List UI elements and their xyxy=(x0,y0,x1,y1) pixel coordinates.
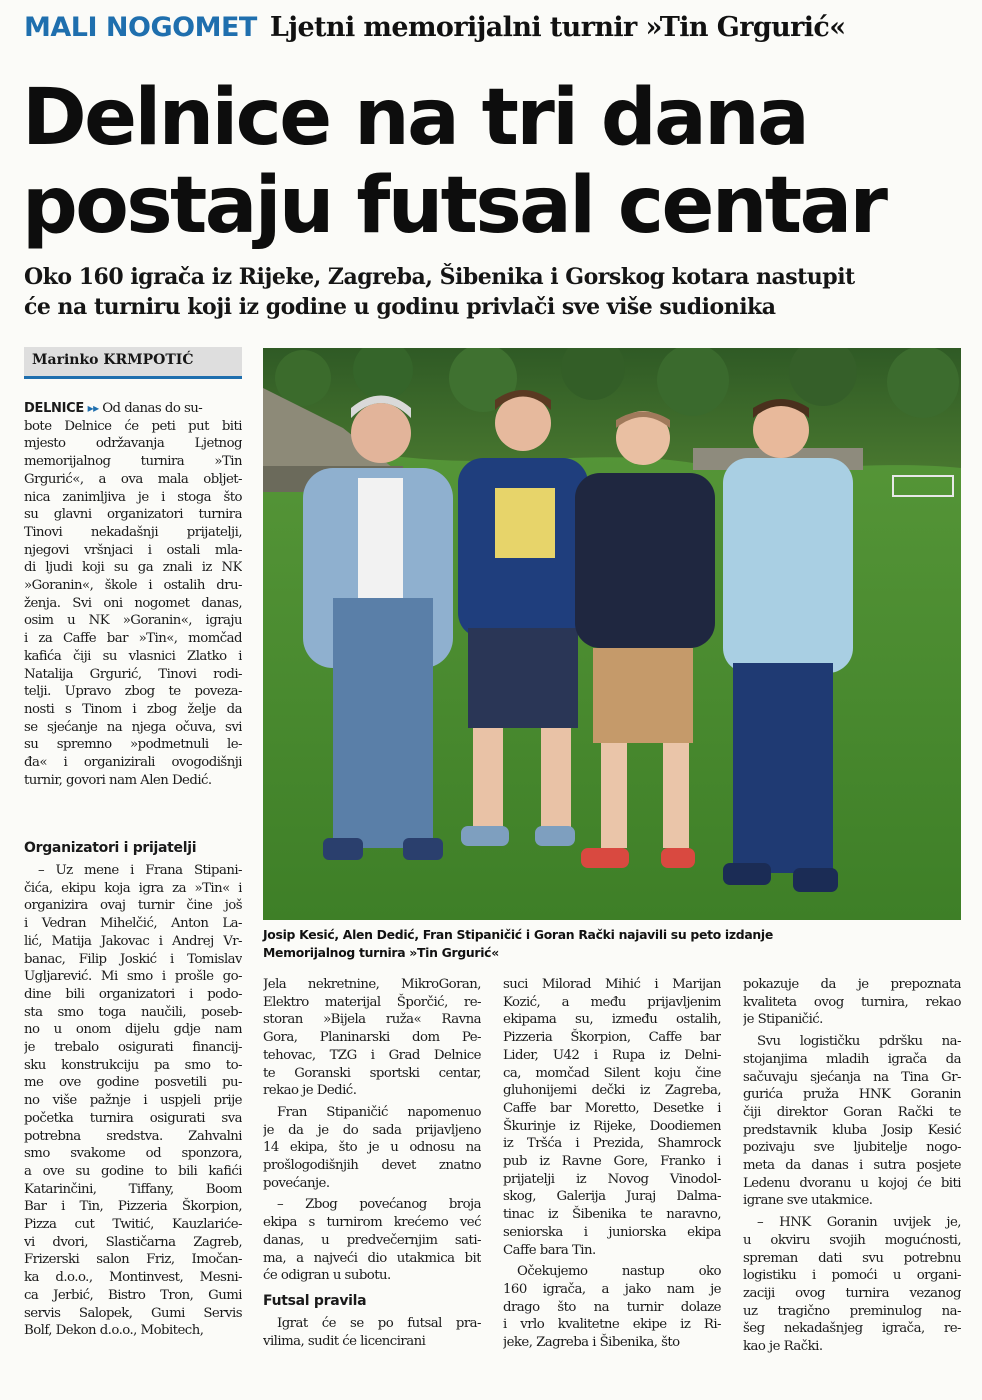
text-line: njegovi vršnjaci i ostali mla- xyxy=(24,542,242,558)
lead-arrow-icon: ▸▸ xyxy=(84,401,103,415)
text-line: spreman dati svu potrebnu xyxy=(743,1250,961,1266)
text-line: tehovac, TZG i Grad Delnice xyxy=(263,1047,481,1063)
text-line: gurića pruža HNK Goranin xyxy=(743,1087,961,1103)
text-line: Ledenu dvoranu u kojoj će biti xyxy=(743,1175,961,1191)
text-line: pozivaju sve ljubitelje nogo- xyxy=(743,1140,961,1156)
headline-line-1: Delnice na tri dana xyxy=(22,73,808,163)
caption-line-2: Memorijalnog turnira »Tin Grgurić« xyxy=(263,945,499,960)
text-line: sačuvaju sjećanja na Tina Gr- xyxy=(743,1069,961,1085)
text-line: ekipama su, između ostalih, xyxy=(503,1012,721,1028)
column-3a-body xyxy=(503,976,721,1259)
text-line: gluhonijemi dečki iz Zagreba, xyxy=(503,1083,721,1099)
text-line: mjesto održavanja Ljetnog xyxy=(24,436,242,452)
text-line: Bolf, Dekon d.o.o., Mobitech, xyxy=(24,1323,204,1339)
text-line: Fran Stipaničić napomenuo xyxy=(277,1104,481,1120)
text-line: đa« i organizirali ovogodišnji xyxy=(24,755,242,771)
article-photo xyxy=(263,348,961,920)
author-first-name: Marinko xyxy=(32,352,99,368)
text-line: Bar i Tin, Pizzeria Škorpion, xyxy=(24,1199,242,1215)
column-3 xyxy=(503,976,721,1397)
text-line: suci Milorad Mihić i Marijan xyxy=(503,977,721,992)
text-line: Ugljarević. Mi smo i prošle go- xyxy=(24,969,242,985)
byline xyxy=(24,347,242,379)
text-line: Frizerski salon Friz, Imočan- xyxy=(24,1252,242,1268)
text-line: kafića čiji su vlasnici Zlatko i xyxy=(24,648,242,664)
text-line: dine bili organizatori i podo- xyxy=(24,986,242,1002)
text-line: tinac iz Šibenika te naravno, xyxy=(503,1207,721,1223)
text-line: povećanje. xyxy=(263,1175,330,1191)
text-line: ca, momčad Silent koju čine xyxy=(503,1065,721,1081)
text-line: stojanjima mladih igrača da xyxy=(743,1051,961,1067)
column-2d-body xyxy=(263,1315,481,1350)
text-line: danas, u predvečernjim sati- xyxy=(263,1232,481,1248)
text-line: pokazuje da je prepoznata xyxy=(743,977,961,992)
text-line: no više pažnje i uspjeli prije xyxy=(24,1093,242,1109)
text-line: prošlogodišnjih devet znatno xyxy=(263,1158,481,1174)
text-line: Gora, Planinarski dom Pe- xyxy=(263,1030,481,1046)
col1-line-0: Od danas do su- xyxy=(102,401,203,416)
text-line: rekao je Dedić. xyxy=(263,1083,357,1099)
text-line: – HNK Goranin uvijek je, xyxy=(757,1215,961,1231)
kicker xyxy=(24,12,964,52)
text-line: telji. Upravo zbog te poveza- xyxy=(24,684,242,700)
text-line: nosti s Tinom i zbog želje da xyxy=(24,701,242,717)
text-line: uz tragično preminulog na- xyxy=(743,1303,961,1319)
text-line: servis Salopek, Gumi Servis xyxy=(24,1305,242,1321)
text-line: Elektro materijal Šporčić, re- xyxy=(263,994,481,1010)
text-line: i vrlo kvalitetne ekipe iz Ri- xyxy=(503,1317,721,1333)
text-line: iz Tršća i Prezida, Shamrock xyxy=(503,1136,721,1152)
text-line: ma, a najveći dio utakmica bit xyxy=(263,1250,481,1266)
headline-line-2: postaju futsal centar xyxy=(22,161,886,251)
col2-subtitle: Futsal pravila xyxy=(263,1292,367,1309)
text-line: nica zanimljiva je i stoga što xyxy=(24,489,242,505)
lead-line xyxy=(24,400,242,418)
text-line: se sjećanje na njega očuva, svi xyxy=(24,719,242,735)
col1-subtitle: Organizatori i prijatelji xyxy=(24,840,197,856)
text-line: skog, Galerija Juraj Dalma- xyxy=(503,1189,721,1205)
text-line: 14 ekipa, što je u odnosu na xyxy=(263,1140,481,1156)
text-line: vi dvori, Slastičarna Zagreb, xyxy=(24,1234,242,1250)
text-line: početka turnira osigurati sva xyxy=(24,1110,242,1126)
column-1b-body xyxy=(24,862,242,1340)
text-line: su spremno »podmetnuli le- xyxy=(24,737,242,753)
text-line: Caffe bar Moretto, Desetke i xyxy=(503,1100,721,1116)
lead-place: DELNICE xyxy=(24,401,84,416)
text-line: u okviru svojih mogućnosti, xyxy=(743,1232,961,1248)
text-line: me ove godine posvetili pu- xyxy=(24,1075,242,1091)
caption-line-1: Josip Kesić, Alen Dedić, Fran Stipaničić i Goran Rački najavili su peto izdanje xyxy=(263,927,773,942)
text-line: i Vedran Mihelčić, Anton La- xyxy=(24,916,242,932)
text-line: memorijalnog turnira »Tin xyxy=(24,454,242,470)
subheadline-line-2: će na turniru koji iz godine u godinu privlači sve više sudionika xyxy=(24,294,776,320)
text-line: pub iz Ravne Gore, Franko i xyxy=(503,1154,721,1170)
text-line: ekipa s turnirom krećemo već xyxy=(263,1215,481,1231)
text-line: seniorska i juniorska ekipa xyxy=(503,1224,721,1240)
text-line: ca Jerbić, Bistro Tron, Gumi xyxy=(24,1287,242,1303)
text-line: sta smo toga naučili, poseb- xyxy=(24,1004,242,1020)
column-2a-body xyxy=(263,976,481,1100)
column-4c-body xyxy=(743,1214,961,1356)
text-line: no u onom dijelu gdje nam xyxy=(24,1022,242,1038)
text-line: je Stipaničić. xyxy=(743,1012,823,1028)
text-line: a ove su godine to bili kafići xyxy=(24,1163,242,1179)
text-line: Pizza cut Twitić, Kauzlariće- xyxy=(24,1217,242,1233)
text-line: je da je do sada prijavljeno xyxy=(263,1122,481,1138)
text-line: bote Delnice će peti put biti xyxy=(24,418,242,434)
text-line: Lider, U42 i Rupa iz Delni- xyxy=(503,1047,721,1063)
topic-label: Ljetni memorijalni turnir »Tin Grgurić« xyxy=(269,12,846,43)
text-line: kvaliteta ovog turnira, rekao xyxy=(743,994,961,1010)
text-line: predstavnik kluba Josip Kesić xyxy=(743,1122,961,1138)
text-line: Igrat će se po futsal pra- xyxy=(277,1315,481,1331)
text-line: – Uz mene i Frana Stipani- xyxy=(38,863,242,878)
text-line: prijatelji iz Novog Vinodol- xyxy=(503,1171,721,1187)
text-line: di ljudi koji su ga znali iz NK xyxy=(24,560,242,576)
subheadline-line-1: Oko 160 igrača iz Rijeke, Zagreba, Šibenika i Gorskog kotara nastupit xyxy=(24,264,855,290)
text-line: te Goranski sportski centar, xyxy=(263,1065,481,1081)
column-2b-body xyxy=(263,1104,481,1193)
text-line: šeg nekadašnjeg igrača, re- xyxy=(743,1321,961,1337)
author-last-name: KRMPOTIĆ xyxy=(103,352,194,368)
text-line: Natalija Grgurić, Tinovi rodi- xyxy=(24,666,242,682)
photo-caption xyxy=(263,926,963,962)
text-line: i za Caffe bar »Tin«, momčad xyxy=(24,631,242,647)
text-line: je trebalo osigurati financij- xyxy=(24,1040,242,1056)
text-line: zaciji ovog turnira vezanog xyxy=(743,1285,961,1301)
text-line: Očekujemo nastup oko xyxy=(517,1264,721,1280)
text-line: vilima, sudit će licencirani xyxy=(263,1333,426,1349)
text-line: Tinovi nekadašnji prijatelji, xyxy=(24,524,242,540)
text-line: Škurinje iz Rijeke, Doodiemen xyxy=(503,1118,721,1134)
text-line: čića, ekipu koja igra za »Tin« i xyxy=(24,880,242,896)
column-2 xyxy=(263,976,481,1397)
text-line: drago što na turnir dolaze xyxy=(503,1299,721,1315)
column-4a-body xyxy=(743,976,961,1029)
text-line: jeke, Zagreba i Šibenika, što xyxy=(503,1335,680,1351)
subheadline xyxy=(24,262,969,322)
text-line: – Zbog povećanog broja xyxy=(277,1197,481,1213)
text-line: su glavni organizatori turnira xyxy=(24,507,242,523)
text-line: Jela nekretnine, MikroGoran, xyxy=(263,977,481,992)
text-line: Grgurić«, a ova mala oblјet- xyxy=(24,471,242,487)
photo-illustration xyxy=(263,348,961,920)
section-label: MALI NOGOMET xyxy=(24,12,257,43)
text-line: potrebna sredstva. Zahvalni xyxy=(24,1128,242,1144)
text-line: 160 igrača, a jako nam je xyxy=(503,1281,721,1297)
text-line: storan »Bijela ruža« Ravna xyxy=(263,1012,481,1028)
text-line: banac, Filip Joskić i Tomislav xyxy=(24,951,242,967)
text-line: »Goranin«, škole i ostalih dru- xyxy=(24,578,242,594)
headline xyxy=(22,74,972,250)
column-2c-body xyxy=(263,1196,481,1285)
text-line: Katarinčini, Tiffany, Boom xyxy=(24,1181,242,1197)
column-4b-body xyxy=(743,1033,961,1210)
text-line: ženja. Svi oni nogomet danas, xyxy=(24,595,242,611)
column-1-bottom xyxy=(24,832,242,1397)
text-line: turnir, govori nam Alen Dedić. xyxy=(24,772,212,788)
text-line: Kozić, a među prijavljenim xyxy=(503,994,721,1010)
text-line: Pizzeria Škorpion, Caffe bar xyxy=(503,1030,721,1046)
text-line: organizira ovaj turnir čine još xyxy=(24,898,242,914)
column-1-top xyxy=(24,400,242,830)
text-line: smo svakome od sponzora, xyxy=(24,1146,242,1162)
text-line: čiji direktor Goran Rački te xyxy=(743,1104,961,1120)
column-3b-body xyxy=(503,1263,721,1352)
column-1-body xyxy=(24,418,242,790)
text-line: lić, Matija Jakovac i Andrej Vr- xyxy=(24,933,242,949)
text-line: će odigran u subotu. xyxy=(263,1268,391,1284)
text-line: Caffe bara Tin. xyxy=(503,1242,596,1258)
text-line: meta da danas i sutra posjete xyxy=(743,1158,961,1174)
text-line: sku konstrukciju pa smo to- xyxy=(24,1057,242,1073)
text-line: Svu logističku pdršku na- xyxy=(757,1034,961,1050)
column-4 xyxy=(743,976,961,1397)
text-line: kao je Rački. xyxy=(743,1339,823,1355)
text-line: igrane sve utakmice. xyxy=(743,1193,873,1209)
text-line: logistiku i pomoći u organi- xyxy=(743,1268,961,1284)
text-line: osim u NK »Goranin«, igraju xyxy=(24,613,242,629)
text-line: ka d.o.o., Montinvest, Mesni- xyxy=(24,1270,242,1286)
